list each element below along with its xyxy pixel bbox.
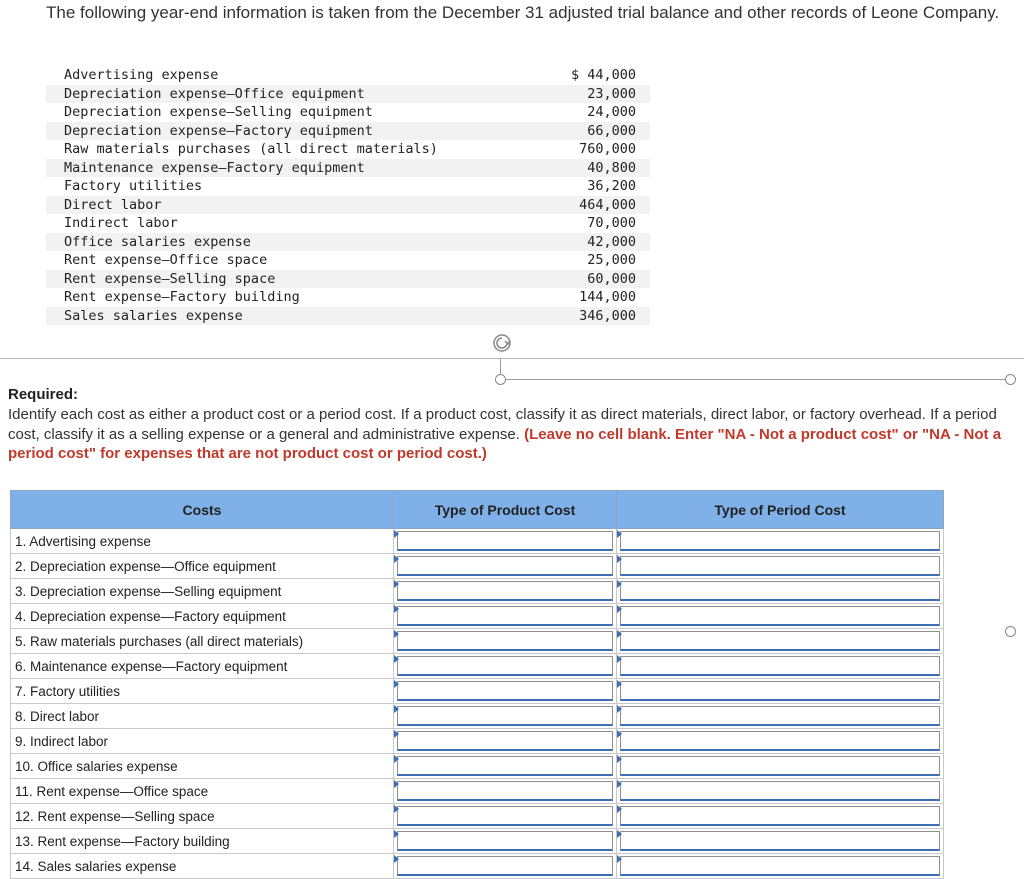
period-cost-select-cell [617,779,944,804]
dropdown-marker-icon [617,555,622,563]
period-cost-select[interactable] [620,606,940,626]
trial-amount: 60,000 [587,270,636,287]
slider-stem [500,359,501,375]
header-product-cost: Type of Product Cost [394,491,617,529]
period-cost-select-cell [617,804,944,829]
period-cost-select[interactable] [620,856,940,876]
period-cost-select[interactable] [620,781,940,801]
cost-label: 2. Depreciation expense—Office equipment [11,554,394,579]
trial-row [46,103,650,122]
trial-label: Depreciation expense—Factory equipment [64,122,373,139]
dropdown-marker-icon [394,530,399,538]
period-cost-select[interactable] [620,806,940,826]
trial-row [46,177,650,196]
dropdown-marker-icon [394,855,399,863]
dropdown-marker-icon [394,605,399,613]
intro-text: The following year-end information is taken from the December 31 adjusted trial balance and other records of Leone Company. [46,3,1000,22]
product-cost-select[interactable] [397,556,613,576]
product-cost-select[interactable] [397,656,613,676]
product-cost-select[interactable] [397,831,613,851]
trial-amount: 760,000 [579,141,636,157]
cost-label: 6. Maintenance expense—Factory equipment [11,654,394,679]
period-cost-select[interactable] [620,706,940,726]
dropdown-marker-icon [394,555,399,563]
table-row [11,579,944,604]
trial-amount: 42,000 [587,233,636,250]
period-cost-select-cell [617,604,944,629]
table-row [11,729,944,754]
product-cost-select[interactable] [397,631,613,651]
trial-row [46,214,650,233]
required-title: Required: [8,386,79,403]
period-cost-select-cell [617,704,944,729]
dropdown-marker-icon [394,805,399,813]
dropdown-marker-icon [617,680,622,688]
section-divider [0,358,1024,359]
dropdown-marker-icon [394,730,399,738]
trial-row [46,307,650,326]
dropdown-marker-icon [617,855,622,863]
trial-row [46,233,650,252]
trial-amount: 24,000 [587,104,636,120]
dropdown-marker-icon [617,530,622,538]
circle-handle-icon[interactable] [1005,626,1016,637]
trial-label: Factory utilities [64,178,203,194]
trial-row [46,196,650,215]
trial-amount: 66,000 [587,122,636,139]
dropdown-marker-icon [617,605,622,613]
product-cost-select-cell [394,654,617,679]
trial-balance [46,66,650,325]
period-cost-select-cell [617,554,944,579]
dropdown-marker-icon [617,780,622,788]
cost-label: 5. Raw materials purchases (all direct materials) [11,629,394,654]
period-cost-select[interactable] [620,531,940,551]
product-cost-select[interactable] [397,581,613,601]
trial-amount: $ 44,000 [570,67,636,83]
dropdown-marker-icon [617,705,622,713]
product-cost-select[interactable] [397,781,613,801]
product-cost-select-cell [394,704,617,729]
product-cost-select[interactable] [397,756,613,776]
product-cost-select[interactable] [397,606,613,626]
trial-amount: 464,000 [579,196,636,213]
trial-label: Raw materials purchases (all direct materials) [64,141,438,157]
circle-handle-icon[interactable] [1005,374,1016,385]
product-cost-select[interactable] [397,531,613,551]
resize-slider-track[interactable] [495,379,1010,380]
dropdown-marker-icon [617,805,622,813]
trial-label: Indirect labor [64,215,178,231]
trial-amount: 23,000 [587,85,636,102]
period-cost-select-cell [617,679,944,704]
period-cost-select[interactable] [620,656,940,676]
table-row [11,854,944,879]
period-cost-select[interactable] [620,631,940,651]
trial-amount: 36,200 [587,178,636,194]
table-row [11,754,944,779]
refresh-icon[interactable] [491,332,513,354]
period-cost-select-cell [617,654,944,679]
table-row [11,654,944,679]
dropdown-marker-icon [394,830,399,838]
trial-label: Rent expense—Office space [64,252,268,268]
product-cost-select-cell [394,554,617,579]
header-costs: Costs [11,491,394,529]
cost-label: 13. Rent expense—Factory building [11,829,394,854]
dropdown-marker-icon [394,655,399,663]
cost-label: 11. Rent expense—Office space [11,779,394,804]
period-cost-select[interactable] [620,681,940,701]
instructions-emphasis: (Leave no cell blank. Enter "NA - Not a product cost" or "NA - Not a period cost" for expenses that are not product cost or period cost.) [8,425,1002,462]
table-row [11,679,944,704]
table-row [11,529,944,554]
trial-label: Sales salaries expense [64,307,243,324]
trial-label: Depreciation expense—Selling equipment [64,104,373,120]
trial-amount: 40,800 [587,159,636,176]
period-cost-select-cell [617,854,944,879]
product-cost-select[interactable] [397,706,613,726]
product-cost-select-cell [394,854,617,879]
trial-row [46,270,650,289]
trial-row [46,251,650,270]
product-cost-select-cell [394,579,617,604]
table-row [11,804,944,829]
table-row [11,554,944,579]
dropdown-marker-icon [617,730,622,738]
trial-label: Advertising expense [64,67,219,83]
header-period-cost: Type of Period Cost [617,491,944,529]
trial-label: Rent expense—Selling space [64,270,276,287]
period-cost-select-cell [617,754,944,779]
dropdown-marker-icon [394,755,399,763]
period-cost-select-cell [617,529,944,554]
trial-label: Office salaries expense [64,233,251,250]
table-row [11,829,944,854]
dropdown-marker-icon [617,830,622,838]
instructions-text: Identify each cost as either a product cost or a period cost. If a product cost, classify it as direct materials, direct labor, or factory overhead. If a period cost, classify it as a selling expense or a general and administrative expense. [8,406,997,443]
dropdown-marker-icon [617,630,622,638]
dropdown-marker-icon [617,755,622,763]
dropdown-marker-icon [394,630,399,638]
period-cost-select-cell [617,579,944,604]
period-cost-select-cell [617,729,944,754]
trial-row [46,66,650,85]
cost-label: 12. Rent expense—Selling space [11,804,394,829]
period-cost-select[interactable] [620,756,940,776]
table-row [11,779,944,804]
cost-label: 1. Advertising expense [11,529,394,554]
trial-row [46,85,650,104]
trial-label: Rent expense—Factory building [64,289,300,305]
trial-amount: 346,000 [579,307,636,324]
dropdown-marker-icon [617,580,622,588]
dropdown-marker-icon [617,655,622,663]
product-cost-select[interactable] [397,856,613,876]
table-row [11,704,944,729]
product-cost-select-cell [394,629,617,654]
trial-row [46,288,650,307]
cost-label: 7. Factory utilities [11,679,394,704]
cost-label: 3. Depreciation expense—Selling equipment [11,579,394,604]
product-cost-select-cell [394,529,617,554]
product-cost-select-cell [394,729,617,754]
trial-amount: 70,000 [587,215,636,231]
classification-table [10,490,944,879]
product-cost-select-cell [394,829,617,854]
table-row [11,629,944,654]
cost-label: 9. Indirect labor [11,729,394,754]
trial-amount: 25,000 [587,252,636,268]
product-cost-select[interactable] [397,806,613,826]
product-cost-select-cell [394,754,617,779]
cost-label: 8. Direct labor [11,704,394,729]
dropdown-marker-icon [394,705,399,713]
period-cost-select[interactable] [620,831,940,851]
product-cost-select-cell [394,779,617,804]
dropdown-marker-icon [394,780,399,788]
period-cost-select-cell [617,629,944,654]
product-cost-select[interactable] [397,731,613,751]
period-cost-select[interactable] [620,731,940,751]
cost-label: 14. Sales salaries expense [11,854,394,879]
dropdown-marker-icon [394,680,399,688]
trial-row [46,122,650,141]
period-cost-select[interactable] [620,556,940,576]
trial-row [46,140,650,159]
product-cost-select[interactable] [397,681,613,701]
trial-label: Maintenance expense—Factory equipment [64,159,365,176]
instructions [8,405,1013,464]
period-cost-select[interactable] [620,581,940,601]
product-cost-select-cell [394,604,617,629]
dropdown-marker-icon [394,580,399,588]
cost-label: 10. Office salaries expense [11,754,394,779]
trial-label: Direct labor [64,196,162,213]
trial-amount: 144,000 [579,289,636,305]
period-cost-select-cell [617,829,944,854]
table-row [11,604,944,629]
product-cost-select-cell [394,679,617,704]
trial-label: Depreciation expense—Office equipment [64,85,365,102]
product-cost-select-cell [394,804,617,829]
trial-row [46,159,650,178]
cost-label: 4. Depreciation expense—Factory equipment [11,604,394,629]
circle-handle-icon[interactable] [495,374,506,385]
